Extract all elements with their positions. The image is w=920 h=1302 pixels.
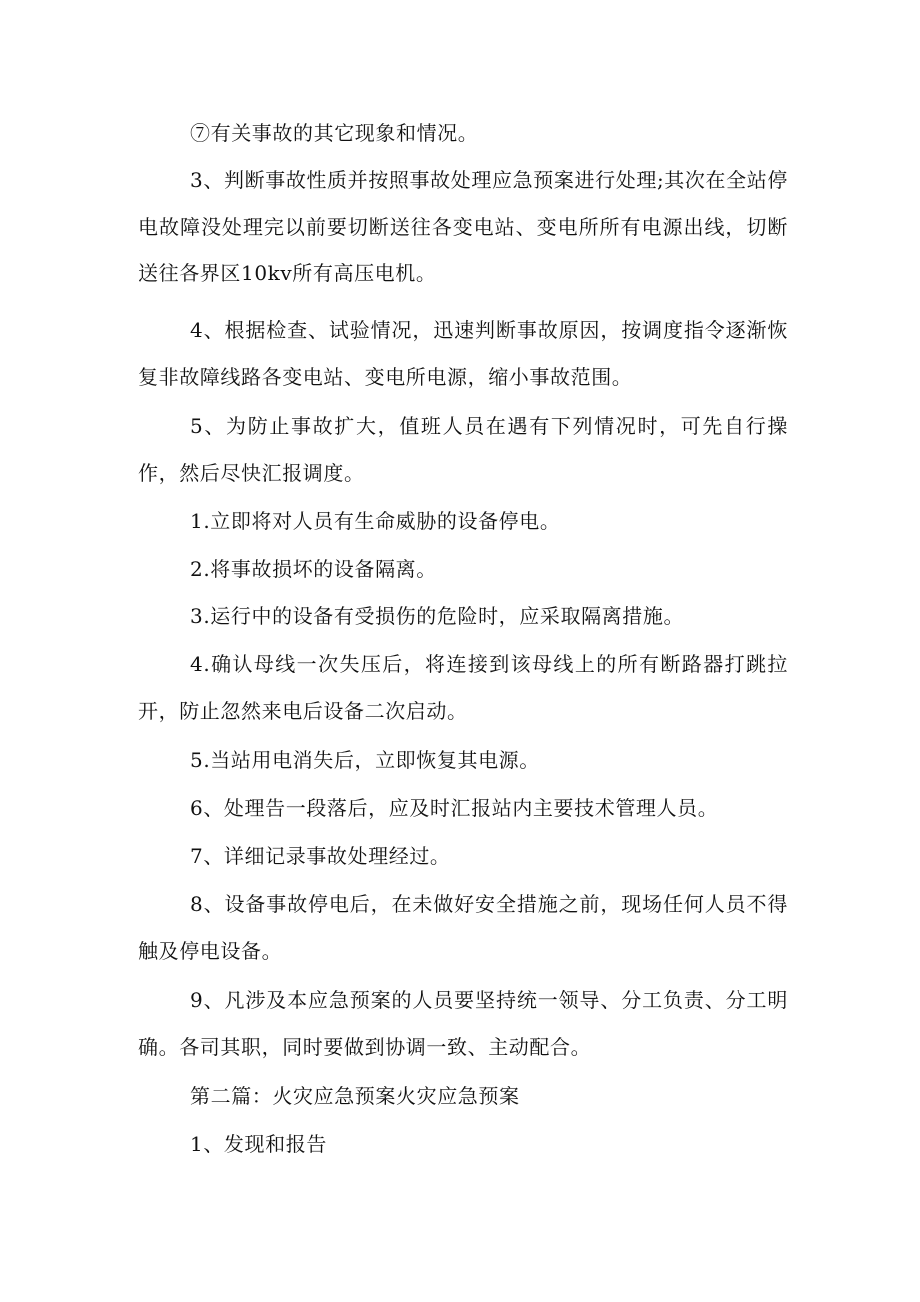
paragraph-1: ⑦有关事故的其它现象和情况。 [190, 121, 479, 145]
paragraph-6: 2.将事故损坏的设备隔离。 [190, 557, 437, 581]
paragraph-15: 1、发现和报告 [190, 1132, 327, 1156]
paragraph-10: 6、处理告一段落后，应及时汇报站内主要技术管理人员。 [190, 796, 719, 820]
paragraph-3: 4、根据检查、试验情况，迅速判断事故原因，按调度指令逐渐恢复非故障线路各变电站、变电所电源，缩小事故范围。 [138, 318, 788, 389]
paragraph-12: 8、设备事故停电后，在未做好安全措施之前，现场任何人员不得触及停电设备。 [138, 892, 788, 963]
paragraph-2: 3、判断事故性质并按照事故处理应急预案进行处理;其次在全站停电故障没处理完以前要切断送往各变电站、变电所所有电源出线，切断送往各界区10kv所有高压电机。 [138, 168, 788, 285]
section-heading: 第二篇：火灾应急预案火灾应急预案 [190, 1084, 520, 1108]
paragraph-5: 1.立即将对人员有生命威胁的设备停电。 [190, 509, 561, 533]
paragraph-13: 9、凡涉及本应急预案的人员要坚持统一领导、分工负责、分工明确。各司其职，同时要做到协调一致、主动配合。 [138, 988, 788, 1059]
paragraph-4: 5、为防止事故扩大，值班人员在遇有下列情况时，可先自行操作，然后尽快汇报调度。 [138, 414, 788, 485]
paragraph-9: 5.当站用电消失后，立即恢复其电源。 [190, 748, 540, 772]
paragraph-11: 7、详细记录事故处理经过。 [190, 844, 451, 868]
paragraph-8: 4.确认母线一次失压后，将连接到该母线上的所有断路器打跳拉开，防止忽然来电后设备二次启动。 [138, 652, 788, 723]
paragraph-7: 3.运行中的设备有受损伤的危险时，应采取隔离措施。 [190, 604, 685, 628]
